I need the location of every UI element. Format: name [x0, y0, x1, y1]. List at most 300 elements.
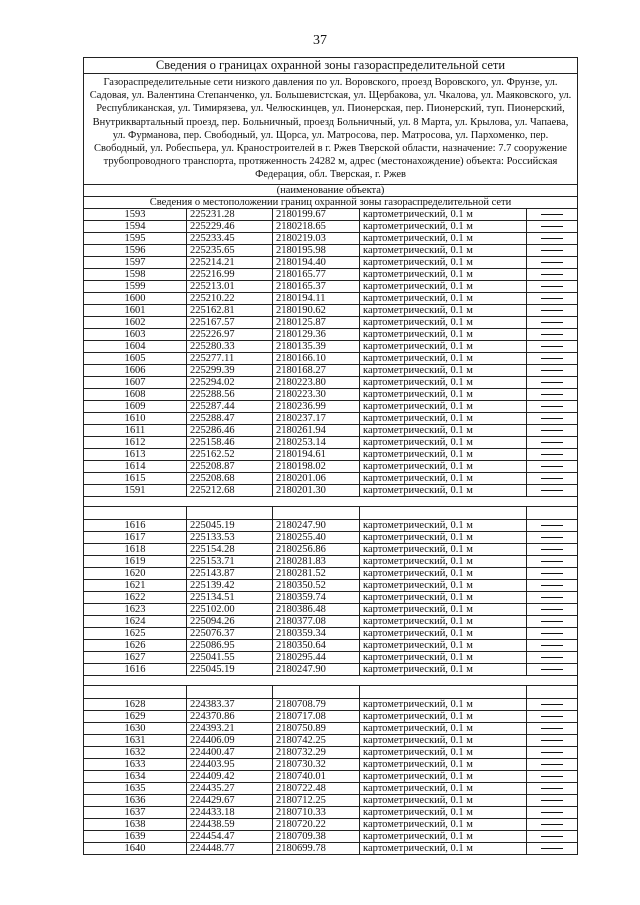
dash-mark — [541, 370, 563, 371]
table-row — [84, 639, 578, 651]
coordinate-y: 2180281.52 — [273, 567, 360, 579]
coordinate-x: 225235.65 — [187, 244, 273, 256]
dash-mark — [541, 752, 563, 753]
coordinate-y: 2180709.38 — [273, 830, 360, 842]
dash-cell — [527, 340, 578, 352]
dash-mark — [541, 597, 563, 598]
separator-cell — [187, 685, 273, 698]
method-accuracy: картометрический, 0.1 м — [360, 591, 527, 603]
point-number: 1599 — [84, 280, 187, 292]
dash-mark — [541, 549, 563, 550]
table-row — [84, 770, 578, 782]
point-number: 1638 — [84, 818, 187, 830]
method-accuracy: картометрический, 0.1 м — [360, 555, 527, 567]
coordinate-y: 2180255.40 — [273, 531, 360, 543]
dash-mark — [541, 800, 563, 801]
coordinate-x: 225208.68 — [187, 472, 273, 484]
method-accuracy: картометрический, 0.1 м — [360, 639, 527, 651]
dash-mark — [541, 657, 563, 658]
point-number: 1628 — [84, 698, 187, 710]
method-accuracy: картометрический, 0.1 м — [360, 364, 527, 376]
coordinate-y: 2180199.67 — [273, 208, 360, 220]
dash-cell — [527, 256, 578, 268]
coordinate-y: 2180281.83 — [273, 555, 360, 567]
dash-mark — [541, 609, 563, 610]
dash-mark — [541, 286, 563, 287]
coordinate-y: 2180194.61 — [273, 448, 360, 460]
dash-mark — [541, 250, 563, 251]
dash-cell — [527, 782, 578, 794]
coordinate-x: 224435.27 — [187, 782, 273, 794]
point-number: 1603 — [84, 328, 187, 340]
dash-mark — [541, 298, 563, 299]
coordinate-y: 2180194.40 — [273, 256, 360, 268]
coordinate-x: 224433.18 — [187, 806, 273, 818]
dash-cell — [527, 698, 578, 710]
dash-cell — [527, 376, 578, 388]
point-number: 1635 — [84, 782, 187, 794]
dash-mark — [541, 358, 563, 359]
dash-cell — [527, 830, 578, 842]
coordinate-y: 2180236.99 — [273, 400, 360, 412]
table-row — [84, 710, 578, 722]
point-number: 1630 — [84, 722, 187, 734]
coordinate-y: 2180129.36 — [273, 328, 360, 340]
dash-cell — [527, 268, 578, 280]
dash-cell — [527, 758, 578, 770]
dash-mark — [541, 728, 563, 729]
coordinate-x: 225167.57 — [187, 316, 273, 328]
table-row — [84, 256, 578, 268]
coordinate-x: 224438.59 — [187, 818, 273, 830]
table-row — [84, 698, 578, 710]
dash-mark — [541, 334, 563, 335]
dash-mark — [541, 310, 563, 311]
dash-mark — [541, 848, 563, 849]
dash-cell — [527, 579, 578, 591]
coordinate-y: 2180201.06 — [273, 472, 360, 484]
table-row — [84, 304, 578, 316]
method-accuracy: картометрический, 0.1 м — [360, 531, 527, 543]
point-number: 1606 — [84, 364, 187, 376]
method-accuracy: картометрический, 0.1 м — [360, 615, 527, 627]
method-accuracy: картометрический, 0.1 м — [360, 448, 527, 460]
dash-mark — [541, 633, 563, 634]
coordinate-y: 2180194.11 — [273, 292, 360, 304]
point-number: 1620 — [84, 567, 187, 579]
method-accuracy: картометрический, 0.1 м — [360, 603, 527, 615]
table-row — [84, 448, 578, 460]
dash-mark — [541, 406, 563, 407]
method-accuracy: картометрический, 0.1 м — [360, 328, 527, 340]
boundary-table — [83, 57, 578, 855]
dash-mark — [541, 561, 563, 562]
coordinate-y: 2180350.64 — [273, 639, 360, 651]
point-number: 1601 — [84, 304, 187, 316]
point-number: 1631 — [84, 734, 187, 746]
separator-cell — [527, 685, 578, 698]
point-number: 1595 — [84, 232, 187, 244]
coordinate-x: 225041.55 — [187, 651, 273, 663]
table-row — [84, 244, 578, 256]
dash-cell — [527, 412, 578, 424]
table-row — [84, 352, 578, 364]
dash-mark — [541, 776, 563, 777]
group-separator-row — [84, 506, 578, 519]
coordinate-y: 2180166.10 — [273, 352, 360, 364]
method-accuracy: картометрический, 0.1 м — [360, 376, 527, 388]
coordinate-y: 2180165.77 — [273, 268, 360, 280]
dash-cell — [527, 460, 578, 472]
coordinate-x: 225212.68 — [187, 484, 273, 496]
method-accuracy: картометрический, 0.1 м — [360, 208, 527, 220]
separator-cell — [84, 675, 578, 685]
table-row — [84, 543, 578, 555]
dash-mark — [541, 716, 563, 717]
coordinate-y: 2180750.89 — [273, 722, 360, 734]
method-accuracy: картометрический, 0.1 м — [360, 758, 527, 770]
method-accuracy: картометрический, 0.1 м — [360, 782, 527, 794]
table-row — [84, 579, 578, 591]
method-accuracy: картометрический, 0.1 м — [360, 316, 527, 328]
dash-mark — [541, 346, 563, 347]
coordinate-x: 225288.56 — [187, 388, 273, 400]
coordinate-y: 2180223.80 — [273, 376, 360, 388]
point-number: 1637 — [84, 806, 187, 818]
coordinate-y: 2180386.48 — [273, 603, 360, 615]
dash-mark — [541, 490, 563, 491]
point-number: 1596 — [84, 244, 187, 256]
coordinate-y: 2180377.08 — [273, 615, 360, 627]
coordinate-x: 225158.46 — [187, 436, 273, 448]
method-accuracy: картометрический, 0.1 м — [360, 567, 527, 579]
dash-cell — [527, 651, 578, 663]
dash-mark — [541, 214, 563, 215]
method-accuracy: картометрический, 0.1 м — [360, 519, 527, 531]
coordinate-x: 224406.09 — [187, 734, 273, 746]
table-row — [84, 460, 578, 472]
coordinate-x: 224448.77 — [187, 842, 273, 854]
separator-cell — [360, 506, 527, 519]
table-row — [84, 782, 578, 794]
coordinate-x: 225094.26 — [187, 615, 273, 627]
dash-cell — [527, 842, 578, 854]
coordinate-y: 2180256.86 — [273, 543, 360, 555]
coordinate-y: 2180742.25 — [273, 734, 360, 746]
point-number: 1633 — [84, 758, 187, 770]
object-name-caption: (наименование объекта) — [84, 184, 578, 196]
table-row — [84, 722, 578, 734]
coordinate-x: 225076.37 — [187, 627, 273, 639]
dash-mark — [541, 704, 563, 705]
dash-mark — [541, 454, 563, 455]
coordinate-x: 224403.95 — [187, 758, 273, 770]
point-number: 1616 — [84, 663, 187, 675]
dash-cell — [527, 220, 578, 232]
method-accuracy: картометрический, 0.1 м — [360, 388, 527, 400]
dash-mark — [541, 788, 563, 789]
method-accuracy: картометрический, 0.1 м — [360, 268, 527, 280]
table-row — [84, 472, 578, 484]
coordinate-y: 2180237.17 — [273, 412, 360, 424]
dash-mark — [541, 442, 563, 443]
dash-mark — [541, 394, 563, 395]
table-row — [84, 280, 578, 292]
coordinate-x: 225143.87 — [187, 567, 273, 579]
table-row — [84, 758, 578, 770]
point-number: 1605 — [84, 352, 187, 364]
location-heading: Сведения о местоположении границ охранной зоны газораспределительной сети — [84, 196, 578, 208]
table-row — [84, 388, 578, 400]
coordinate-y: 2180219.03 — [273, 232, 360, 244]
dash-cell — [527, 603, 578, 615]
coordinate-y: 2180198.02 — [273, 460, 360, 472]
point-number: 1636 — [84, 794, 187, 806]
table-row — [84, 663, 578, 675]
table-row — [84, 484, 578, 496]
table-row — [84, 746, 578, 758]
dash-mark — [541, 274, 563, 275]
method-accuracy: картометрический, 0.1 м — [360, 460, 527, 472]
method-accuracy: картометрический, 0.1 м — [360, 627, 527, 639]
separator-cell — [273, 685, 360, 698]
coordinate-y: 2180732.29 — [273, 746, 360, 758]
method-accuracy: картометрический, 0.1 м — [360, 292, 527, 304]
coordinate-x: 225210.22 — [187, 292, 273, 304]
dash-cell — [527, 663, 578, 675]
dash-mark — [541, 226, 563, 227]
method-accuracy: картометрический, 0.1 м — [360, 412, 527, 424]
dash-cell — [527, 543, 578, 555]
method-accuracy: картометрический, 0.1 м — [360, 436, 527, 448]
coordinate-y: 2180740.01 — [273, 770, 360, 782]
method-accuracy: картометрический, 0.1 м — [360, 710, 527, 722]
table-row — [84, 292, 578, 304]
coordinate-x: 224370.86 — [187, 710, 273, 722]
coordinate-x: 225286.46 — [187, 424, 273, 436]
dash-mark — [541, 740, 563, 741]
coordinate-y: 2180247.90 — [273, 519, 360, 531]
method-accuracy: картометрический, 0.1 м — [360, 842, 527, 854]
method-accuracy: картометрический, 0.1 м — [360, 722, 527, 734]
dash-cell — [527, 770, 578, 782]
coordinate-x: 225162.52 — [187, 448, 273, 460]
dash-mark — [541, 645, 563, 646]
coordinate-x: 225226.97 — [187, 328, 273, 340]
point-number: 1594 — [84, 220, 187, 232]
point-number: 1623 — [84, 603, 187, 615]
dash-cell — [527, 555, 578, 567]
coordinate-x: 224393.21 — [187, 722, 273, 734]
point-number: 1619 — [84, 555, 187, 567]
table-row — [84, 806, 578, 818]
coordinate-y: 2180247.90 — [273, 663, 360, 675]
dash-mark — [541, 382, 563, 383]
point-number: 1613 — [84, 448, 187, 460]
coordinate-x: 225216.99 — [187, 268, 273, 280]
point-number: 1598 — [84, 268, 187, 280]
coordinate-y: 2180253.14 — [273, 436, 360, 448]
coordinate-y: 2180359.74 — [273, 591, 360, 603]
table-row — [84, 567, 578, 579]
coordinate-x: 225086.95 — [187, 639, 273, 651]
dash-cell — [527, 352, 578, 364]
coordinate-y: 2180218.65 — [273, 220, 360, 232]
dash-cell — [527, 591, 578, 603]
point-number: 1634 — [84, 770, 187, 782]
coordinate-x: 225294.02 — [187, 376, 273, 388]
dash-cell — [527, 400, 578, 412]
coordinate-x: 225213.01 — [187, 280, 273, 292]
point-number: 1618 — [84, 543, 187, 555]
dash-mark — [541, 525, 563, 526]
dash-cell — [527, 806, 578, 818]
coordinate-y: 2180165.37 — [273, 280, 360, 292]
point-number: 1622 — [84, 591, 187, 603]
table-row — [84, 436, 578, 448]
point-number: 1629 — [84, 710, 187, 722]
table-row — [84, 842, 578, 854]
table-row — [84, 591, 578, 603]
table-row — [84, 400, 578, 412]
coordinate-y: 2180708.79 — [273, 698, 360, 710]
separator-cell — [273, 506, 360, 519]
point-number: 1639 — [84, 830, 187, 842]
table-row — [84, 340, 578, 352]
coordinate-x: 225045.19 — [187, 663, 273, 675]
coordinate-x: 224429.67 — [187, 794, 273, 806]
table-row — [84, 424, 578, 436]
dash-mark — [541, 812, 563, 813]
dash-cell — [527, 615, 578, 627]
method-accuracy: картометрический, 0.1 м — [360, 304, 527, 316]
dash-cell — [527, 734, 578, 746]
dash-mark — [541, 466, 563, 467]
coordinate-x: 225162.81 — [187, 304, 273, 316]
coordinate-y: 2180722.48 — [273, 782, 360, 794]
dash-mark — [541, 322, 563, 323]
coordinate-y: 2180135.39 — [273, 340, 360, 352]
point-number: 1611 — [84, 424, 187, 436]
point-number: 1602 — [84, 316, 187, 328]
separator-cell — [84, 496, 578, 506]
point-number: 1614 — [84, 460, 187, 472]
table-row — [84, 615, 578, 627]
method-accuracy: картометрический, 0.1 м — [360, 698, 527, 710]
dash-cell — [527, 328, 578, 340]
dash-cell — [527, 316, 578, 328]
method-accuracy: картометрический, 0.1 м — [360, 734, 527, 746]
coordinate-x: 225045.19 — [187, 519, 273, 531]
method-accuracy: картометрический, 0.1 м — [360, 770, 527, 782]
dash-cell — [527, 710, 578, 722]
table-row — [84, 316, 578, 328]
separator-cell — [527, 506, 578, 519]
dash-cell — [527, 208, 578, 220]
table-row — [84, 651, 578, 663]
dash-mark — [541, 836, 563, 837]
method-accuracy: картометрический, 0.1 м — [360, 220, 527, 232]
dash-cell — [527, 280, 578, 292]
coordinate-x: 225133.53 — [187, 531, 273, 543]
table-row — [84, 364, 578, 376]
coordinate-x: 225229.46 — [187, 220, 273, 232]
coordinate-x: 224400.47 — [187, 746, 273, 758]
method-accuracy: картометрический, 0.1 м — [360, 579, 527, 591]
dash-cell — [527, 436, 578, 448]
dash-mark — [541, 621, 563, 622]
dash-mark — [541, 585, 563, 586]
dash-cell — [527, 746, 578, 758]
coordinate-x: 225102.00 — [187, 603, 273, 615]
coordinate-x: 225134.51 — [187, 591, 273, 603]
point-number: 1597 — [84, 256, 187, 268]
dash-cell — [527, 484, 578, 496]
group-separator-row — [84, 675, 578, 685]
point-number: 1610 — [84, 412, 187, 424]
point-number: 1616 — [84, 519, 187, 531]
method-accuracy: картометрический, 0.1 м — [360, 244, 527, 256]
coordinate-y: 2180195.98 — [273, 244, 360, 256]
coordinate-x: 225233.45 — [187, 232, 273, 244]
coordinate-y: 2180201.30 — [273, 484, 360, 496]
table-row — [84, 830, 578, 842]
method-accuracy: картометрический, 0.1 м — [360, 232, 527, 244]
method-accuracy: картометрический, 0.1 м — [360, 400, 527, 412]
table-row — [84, 412, 578, 424]
method-accuracy: картометрический, 0.1 м — [360, 806, 527, 818]
dash-mark — [541, 764, 563, 765]
point-number: 1640 — [84, 842, 187, 854]
group-separator-row — [84, 496, 578, 506]
coordinate-y: 2180295.44 — [273, 651, 360, 663]
dash-cell — [527, 292, 578, 304]
method-accuracy: картометрический, 0.1 м — [360, 651, 527, 663]
point-number: 1593 — [84, 208, 187, 220]
coordinate-y: 2180699.78 — [273, 842, 360, 854]
point-number: 1608 — [84, 388, 187, 400]
dash-cell — [527, 388, 578, 400]
point-number: 1621 — [84, 579, 187, 591]
method-accuracy: картометрический, 0.1 м — [360, 663, 527, 675]
coordinate-y: 2180730.32 — [273, 758, 360, 770]
method-accuracy: картометрический, 0.1 м — [360, 424, 527, 436]
table-row — [84, 519, 578, 531]
dash-cell — [527, 244, 578, 256]
point-number: 1632 — [84, 746, 187, 758]
coordinate-y: 2180712.25 — [273, 794, 360, 806]
dash-cell — [527, 722, 578, 734]
dash-mark — [541, 824, 563, 825]
table-row — [84, 208, 578, 220]
point-number: 1617 — [84, 531, 187, 543]
table-row — [84, 531, 578, 543]
table-row — [84, 555, 578, 567]
table-row — [84, 603, 578, 615]
point-number: 1609 — [84, 400, 187, 412]
group-separator-row — [84, 685, 578, 698]
dash-cell — [527, 531, 578, 543]
table-row — [84, 328, 578, 340]
coordinate-y: 2180261.94 — [273, 424, 360, 436]
table-row — [84, 220, 578, 232]
coordinate-y: 2180223.30 — [273, 388, 360, 400]
method-accuracy: картометрический, 0.1 м — [360, 256, 527, 268]
dash-cell — [527, 472, 578, 484]
dash-cell — [527, 232, 578, 244]
dash-cell — [527, 818, 578, 830]
method-accuracy: картометрический, 0.1 м — [360, 484, 527, 496]
